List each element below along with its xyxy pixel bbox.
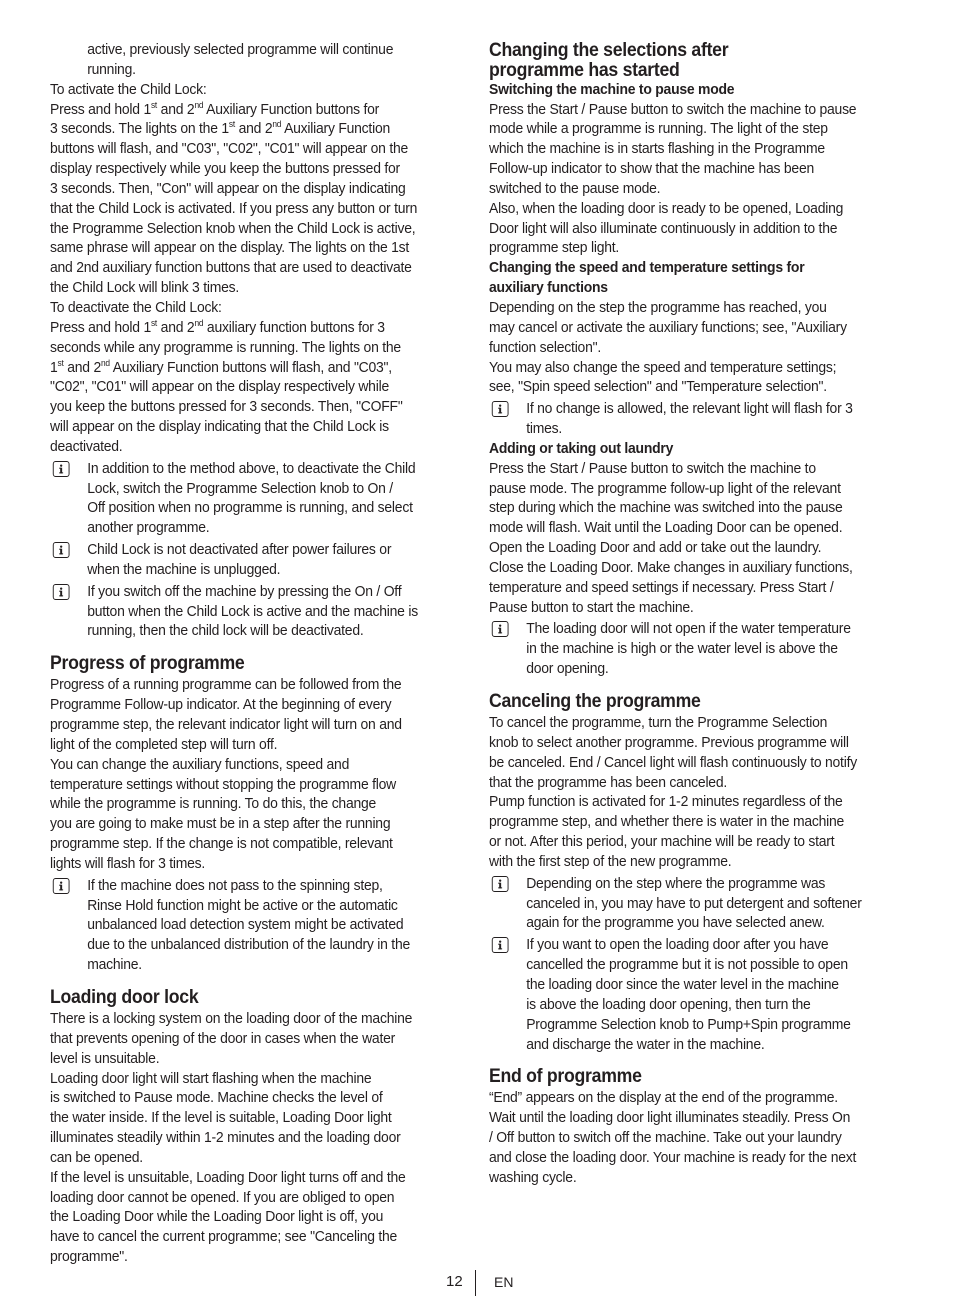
info-icon	[492, 621, 509, 637]
text-line: Programme Follow-up indicator. At the beginning of every	[50, 696, 392, 714]
text-line: display respectively while you keep the buttons pressed for	[50, 160, 400, 178]
text-line: which the machine is in starts flashing in the Programme	[489, 140, 825, 158]
text-line: mode will flash. Wait until the Loading Door can be opened.	[489, 519, 843, 537]
text-line: the Programme Selection knob when the Child Lock is active,	[50, 219, 416, 237]
text-line: Programme Selection knob to Pump+Spin programme	[526, 1015, 851, 1033]
text-line: deactivated.	[50, 437, 123, 455]
info-note	[489, 619, 903, 679]
end-title: End of programme	[489, 1066, 642, 1088]
text-line: 3 seconds. Then, "Con" will appear on the display indicating	[50, 179, 406, 197]
text-line: will appear on the display indicating that the Child Lock is	[50, 418, 389, 436]
laundry-note	[489, 619, 903, 679]
text-line: the Loading Door while the Loading Door light is off, you	[50, 1208, 384, 1226]
info-icon	[492, 401, 509, 417]
text-line: Press the Start / Pause button to switch the machine to	[489, 459, 816, 477]
text-line: Follow-up indicator to show that the machine has been	[489, 160, 815, 178]
activate-heading: To activate the Child Lock:	[50, 80, 207, 98]
text-line: with the first step of the new programme.	[489, 852, 732, 870]
text-line: the loading door since the water level in the machine	[526, 975, 839, 993]
info-note	[489, 935, 903, 1054]
cancel-notes	[489, 874, 903, 1055]
text-line: Rinse Hold function might be active or the automatic	[87, 896, 398, 914]
text-line: you are going to make must be in a step after the running	[50, 815, 391, 833]
info-icon	[53, 584, 70, 600]
text-line: and 2nd auxiliary function buttons that are used to deactivate	[50, 259, 412, 277]
text-line: mode while a programme is running. The light of the step	[489, 120, 828, 138]
text-line: that the programme has been canceled.	[489, 773, 728, 791]
text-line: Depending on the step where the programme was	[526, 874, 826, 892]
text-line: button when the Child Lock is active and the machine is	[87, 602, 418, 620]
text-line: If the level is unsuitable, Loading Door light turns off and the	[50, 1168, 406, 1186]
text-line: Loading door light will start flashing when the machine	[50, 1069, 372, 1087]
end-paragraph	[489, 1088, 903, 1187]
text-line: Pump function is activated for 1-2 minutes regardless of the	[489, 793, 843, 811]
text-line: buttons will flash, and "C03", "C02", "C01" will appear on the	[50, 140, 409, 158]
door-lock-paragraph	[50, 1009, 464, 1267]
text-line: Also, when the loading door is ready to be opened, Loading	[489, 199, 844, 217]
pause-mode-paragraph	[489, 100, 903, 259]
text-line: in the machine is high or the water level is above the	[526, 640, 838, 658]
text-line: that prevents opening of the door in cases when the water	[50, 1029, 396, 1047]
text-line: programme step. If the change is not compatible, relevant	[50, 835, 393, 853]
text-line: you keep the buttons pressed for 3 seconds. Then, "COFF"	[50, 398, 403, 416]
text-line: light of the completed step will turn off.	[50, 735, 278, 753]
text-line: is above the loading door opening, then turn the	[526, 995, 811, 1013]
text-line: Depending on the step the programme has reached, you	[489, 298, 827, 316]
text-line: another programme.	[87, 519, 210, 537]
activate-paragraph	[50, 100, 464, 298]
text-line: You can change the auxiliary functions, speed and	[50, 755, 350, 773]
text-line: the Child Lock will blink 3 times.	[50, 279, 240, 297]
laundry-paragraph	[489, 459, 903, 618]
cancel-title: Canceling the programme	[489, 691, 701, 712]
text-line: If no change is allowed, the relevant light will flash for 3	[526, 400, 853, 418]
progress-note	[50, 876, 464, 975]
progress-title: Progress of programme	[50, 653, 245, 675]
text-line: “End” appears on the display at the end of the programme.	[489, 1089, 838, 1107]
footer-divider	[475, 1270, 476, 1296]
text-line: If the machine does not pass to the spinning step,	[87, 876, 383, 894]
info-icon	[53, 461, 70, 477]
text-line: To cancel the programme, turn the Programme Selection	[489, 714, 828, 731]
text-line: machine.	[87, 956, 142, 974]
text-line: is switched to Pause mode. Machine checks the level of	[50, 1089, 383, 1107]
text-line: or not. After this period, your machine will be ready to start	[489, 833, 835, 851]
text-line: There is a locking system on the loading door of the machine	[50, 1009, 413, 1027]
text-line: Press and hold 1st and 2nd auxiliary function buttons for 3	[50, 317, 385, 336]
pause-mode-subtitle: Switching the machine to pause mode	[489, 80, 735, 98]
text-line: function selection".	[489, 338, 601, 356]
info-icon	[492, 937, 509, 953]
text-line: programme step light.	[489, 239, 620, 257]
text-line: knob to select another programme. Previous programme will	[489, 733, 849, 751]
text-line: programme step, and whether there is water in the machine	[489, 813, 845, 831]
door-lock-title: Loading door lock	[50, 986, 199, 1008]
text-line: Changing the selections after	[489, 40, 729, 61]
right-column	[489, 40, 903, 1188]
text-line: when the machine is unplugged.	[87, 560, 281, 578]
text-line: If you want to open the loading door after you have	[526, 936, 829, 954]
text-line: "C02", "C01" will appear on the display respectively while	[50, 378, 389, 396]
text-line: auxiliary functions	[489, 279, 608, 297]
deactivate-paragraph	[50, 318, 464, 457]
child-lock-notes	[50, 459, 464, 642]
info-note	[50, 540, 464, 580]
text-line: that the Child Lock is activated. If you press any button or turn	[50, 199, 418, 217]
text-line: while the programme is running. To do this, the change	[50, 795, 377, 813]
text-line: Lock, switch the Programme Selection knob to On /	[87, 479, 393, 497]
text-line: temperature settings without stopping the programme flow	[50, 775, 396, 793]
text-line: again for the programme you have selected anew.	[526, 914, 825, 932]
text-line: step during which the machine was switched into the pause	[489, 499, 843, 517]
text-line: same phrase will appear on the display. The lights on the 1st	[50, 239, 410, 257]
info-icon	[53, 878, 70, 894]
text-line: Open the Loading Door and add or take out the laundry.	[489, 539, 822, 557]
page-number: 12	[446, 1273, 463, 1290]
text-line: Door light will also illuminate continuously in addition to the	[489, 219, 838, 237]
speed-temp-subtitle	[489, 258, 903, 298]
text-line: Child Lock is not deactivated after power failures or	[87, 541, 392, 559]
text-line: Changing the speed and temperature settings for	[489, 259, 805, 277]
page-footer	[0, 1272, 954, 1294]
speed-temp-note	[489, 399, 903, 439]
language-code: EN	[494, 1274, 514, 1290]
text-line: Off position when no programme is running, and select	[87, 499, 413, 517]
speed-temp-paragraph	[489, 298, 903, 397]
text-line: illuminates steadily within 1-2 minutes and the loading door	[50, 1129, 401, 1147]
text-line: 1st and 2nd Auxiliary Function buttons will flash, and "C03",	[50, 357, 392, 376]
cancel-paragraph	[489, 713, 903, 872]
text-line: Close the Loading Door. Make changes in auxiliary functions,	[489, 558, 853, 576]
text-line: In addition to the method above, to deactivate the Child	[87, 459, 416, 477]
text-line: programme step, the relevant indicator light will turn on and	[50, 716, 402, 733]
text-line: running, then the child lock will be deactivated.	[87, 622, 364, 640]
text-line: loading door cannot be opened. If you are obliged to open	[50, 1188, 395, 1206]
text-line: 3 seconds. The lights on the 1st and 2nd Auxiliary Function	[50, 119, 391, 138]
text-line: running.	[87, 60, 136, 78]
info-note	[50, 459, 464, 538]
text-line: Press and hold 1st and 2nd Auxiliary Function buttons for	[50, 99, 380, 118]
text-line: times.	[526, 420, 563, 438]
text-line: may cancel or activate the auxiliary functions; see, "Auxiliary	[489, 318, 847, 336]
text-line: see, "Spin speed selection" and "Temperature selection".	[489, 378, 827, 396]
text-line: Press the Start / Pause button to switch the machine to pause	[489, 100, 857, 118]
laundry-subtitle: Adding or taking out laundry	[489, 439, 674, 457]
text-line: and close the loading door. Your machine is ready for the next	[489, 1148, 857, 1166]
text-line: have to cancel the current programme; see "Canceling the	[50, 1228, 398, 1246]
text-line: due to the unbalanced distribution of the laundry in the	[87, 936, 410, 954]
text-line: pause mode. The programme follow-up light of the relevant	[489, 479, 841, 497]
text-line: be canceled. End / Cancel light will flash continuously to notify	[489, 753, 857, 771]
text-line: programme has started	[489, 59, 680, 81]
text-line: cancelled the programme but it is not possible to open	[526, 956, 848, 974]
text-line: switched to the pause mode.	[489, 179, 661, 197]
text-line: door opening.	[526, 660, 609, 678]
text-line: The loading door will not open if the water temperature	[526, 620, 851, 638]
text-line: temperature and speed settings if necessary. Press Start /	[489, 578, 834, 596]
text-line: the water inside. If the level is suitable, Loading Door light	[50, 1109, 392, 1127]
child-lock-intro	[50, 40, 464, 80]
text-line: canceled in, you may have to put detergent and softener	[526, 894, 862, 912]
text-line: active, previously selected programme will continue	[87, 41, 394, 58]
deactivate-heading: To deactivate the Child Lock:	[50, 298, 222, 316]
text-line: Progress of a running programme can be followed from the	[50, 676, 402, 694]
text-line: washing cycle.	[489, 1168, 577, 1186]
text-line: can be opened.	[50, 1148, 143, 1166]
text-line: unbalanced load detection system might be activated	[87, 916, 404, 934]
text-line: programme".	[50, 1248, 128, 1266]
info-icon	[492, 876, 509, 892]
info-icon	[53, 542, 70, 558]
text-line: level is unsuitable.	[50, 1049, 160, 1067]
info-note	[489, 399, 903, 439]
text-line: You may also change the speed and temperature settings;	[489, 358, 837, 376]
progress-paragraph	[50, 675, 464, 873]
info-note	[489, 874, 903, 934]
text-line: / Off button to switch off the machine. Take out your laundry	[489, 1129, 842, 1147]
change-selections-title	[489, 40, 903, 80]
text-line: seconds while any programme is running. The lights on the	[50, 338, 401, 356]
text-line: Pause button to start the machine.	[489, 598, 694, 616]
left-column	[50, 40, 464, 1267]
text-line: lights will flash for 3 times.	[50, 854, 206, 872]
text-line: Wait until the loading door light illuminates steadily. Press On	[489, 1109, 851, 1127]
text-line: If you switch off the machine by pressing the On / Off	[87, 582, 402, 600]
info-note	[50, 582, 464, 642]
info-note	[50, 876, 464, 975]
text-line: and discharge the water in the machine.	[526, 1035, 765, 1053]
